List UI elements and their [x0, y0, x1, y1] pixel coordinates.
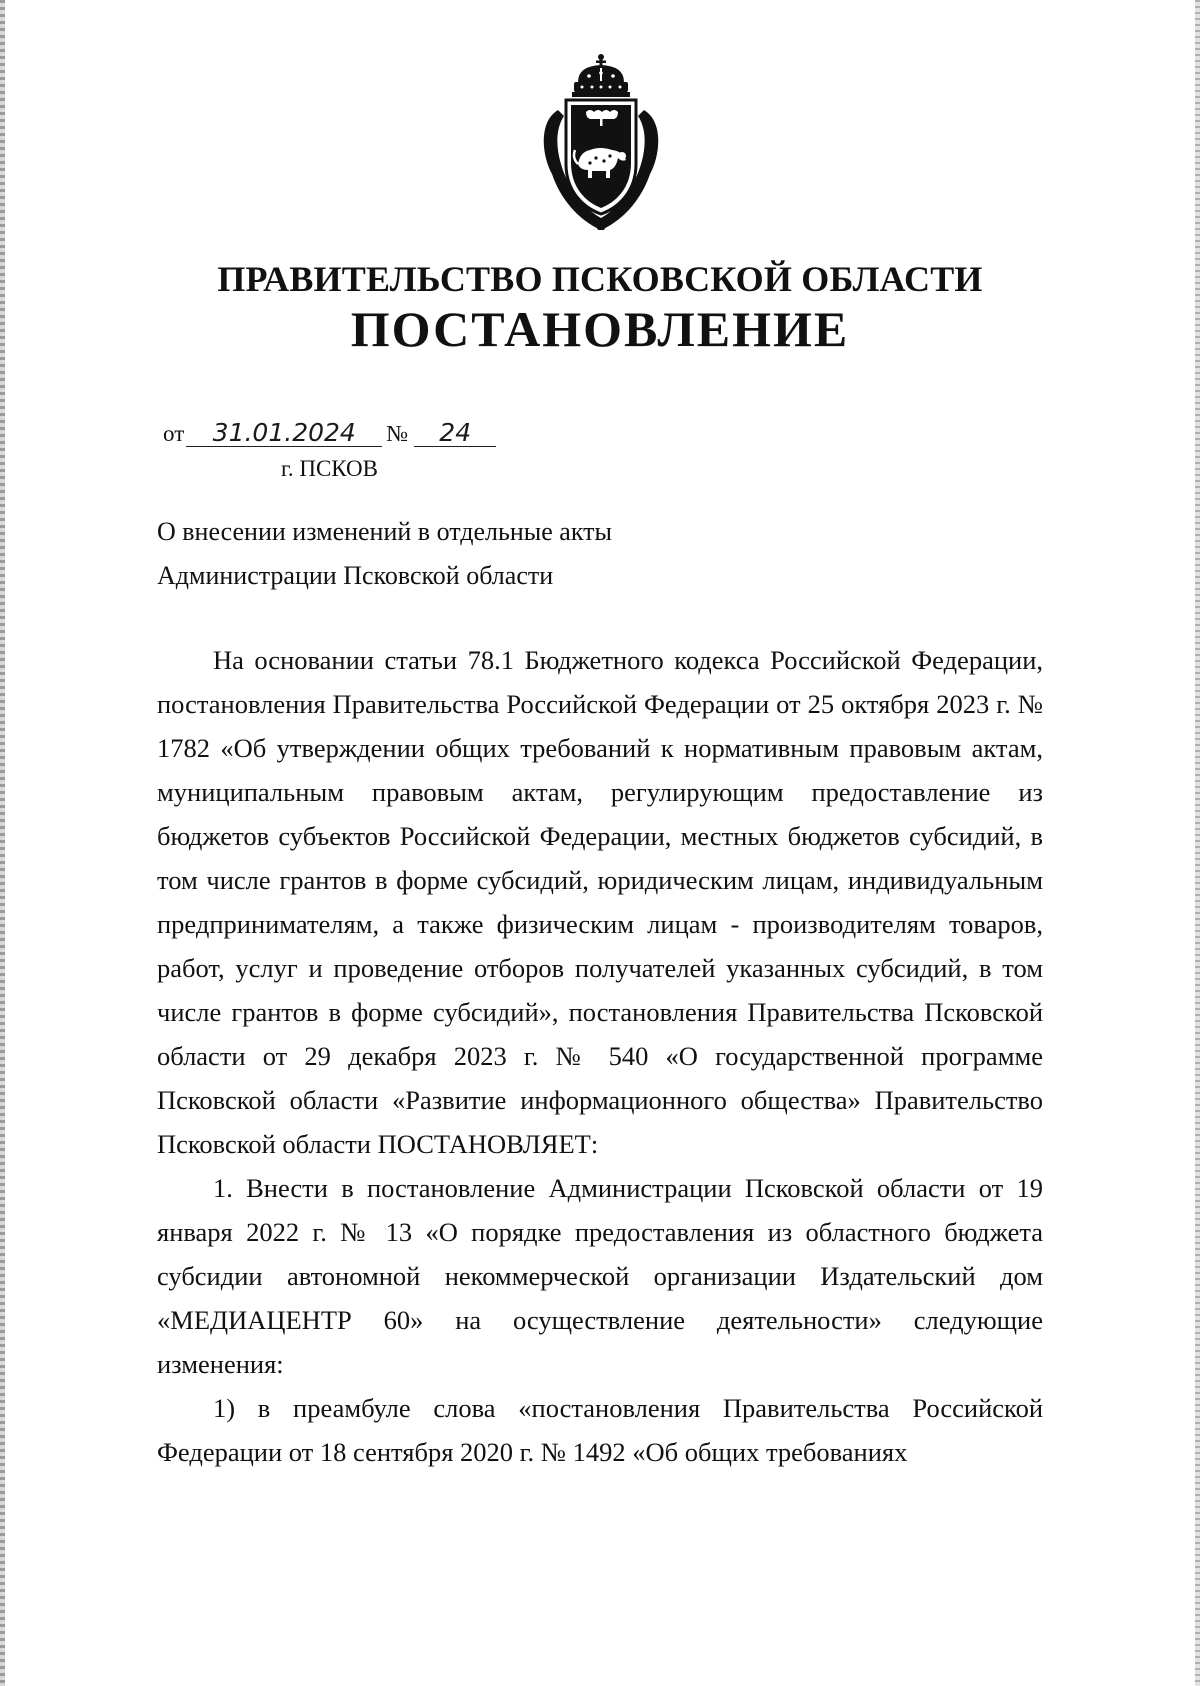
subject-line-1: О внесении изменений в отдельные акты	[157, 517, 612, 546]
handwritten-date: 31.01.2024	[186, 420, 382, 447]
document-type-title: ПОСТАНОВЛЕНИЕ	[350, 301, 850, 357]
clause-1-paragraph: 1. Внести в постановление Администрации Псковской области от 19 января 2022 г. № 13 «О порядке предоставления из областного бюджета субсидии автономной некоммерческой организации Издательский дом «МЕДИАЦЕНТР 60» на осуществление деятельности» следующие изменения:	[157, 1173, 1043, 1379]
preamble-paragraph: На основании статьи 78.1 Бюджетного кодекса Российской Федерации, постановления Правительства Российской Федерации от 25 октября 2023 г. № 1782 «Об утверждении общих требований к нормативным правовым актам, муниципальным правовым актам, регулирующим предоставление из бюджетов субъектов Российской Федерации, местных бюджетов субсидий, в том числе грантов в форме субсидий, юридическим лицам, индивидуальным предпринимателям, а также физическим лицам - производителям товаров, работ, услуг и проведение отборов получателей указанных субсидий, в том числе грантов в форме субсидий», постановления Правительства Псковской области от 29 декабря 2023 г. № 540 «О государственной программе Псковской области «Развитие информационного общества» Правительство Псковской области ПОСТАНОВЛЯЕТ:	[157, 645, 1043, 1159]
date-prefix-label: от	[163, 421, 185, 446]
issue-city: г. ПСКОВ	[281, 456, 379, 481]
number-label: №	[386, 421, 409, 446]
coat-of-arms-icon	[534, 52, 668, 236]
scan-edge-right	[1195, 0, 1200, 1686]
subclause-1-paragraph: 1) в преамбуле слова «постановления Правительства Российской Федерации от 18 сентября 2020 г. № 1492 «Об общих требованиях	[157, 1393, 1043, 1467]
handwritten-number: 24	[414, 420, 496, 447]
date-number-line	[163, 420, 496, 447]
government-title: ПРАВИТЕЛЬСТВО ПСКОВСКОЙ ОБЛАСТИ	[217, 259, 983, 299]
subject-line-2: Администрации Псковской области	[157, 561, 554, 590]
scan-edge-left	[0, 0, 5, 1686]
document-subject	[157, 510, 612, 598]
document-body	[157, 638, 1043, 1474]
